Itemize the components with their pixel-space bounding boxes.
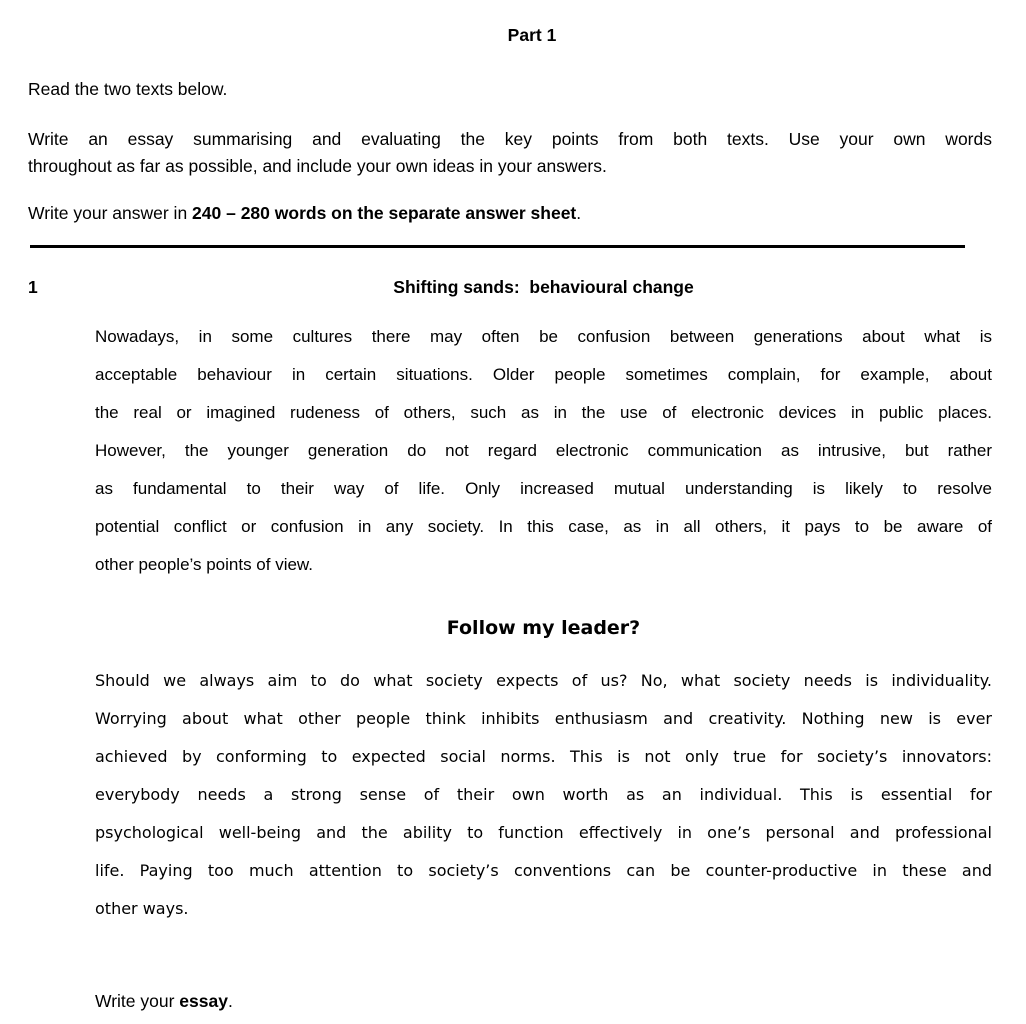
text-line: throughout as far as possible, and include your own ideas in your answers. xyxy=(28,156,607,176)
instruction-read: Read the two texts below. xyxy=(28,79,228,99)
task-prefix: Write your xyxy=(95,991,180,1011)
question-heading-row xyxy=(28,274,992,301)
text-line: everybody needs a strong sense of their own worth as an individual. This is essential for xyxy=(95,785,992,804)
text-line: the real or imagined rudeness of others, such as in the use of electronic devices in public places. xyxy=(95,403,992,422)
instruction-answer-line xyxy=(28,200,992,227)
instruction-essay-paragraph xyxy=(28,126,992,180)
text-line: potential conflict or confusion in any society. In this case, as in all others, it pays to be aware of xyxy=(95,517,992,536)
text-line: other ways. xyxy=(95,899,189,918)
text2-title: Follow my leader? xyxy=(446,617,641,639)
text-line: Worrying about what other people think inhibits enthusiasm and creativity. Nothing new is ever xyxy=(95,709,992,728)
text1-body xyxy=(95,318,992,584)
text-line: acceptable behaviour in certain situations. Older people sometimes complain, for example, about xyxy=(95,365,992,384)
text-line: life. Paying too much attention to society’s conventions can be counter-productive in these and xyxy=(95,861,992,880)
divider-rule xyxy=(30,245,965,248)
text-line: other people’s points of view. xyxy=(95,555,313,574)
answer-prefix: Write your answer in xyxy=(28,203,193,223)
task-essay-word: essay xyxy=(179,991,228,1011)
answer-suffix: . xyxy=(576,203,582,223)
answer-word-count: 240 – 280 words on the separate answer sheet xyxy=(192,203,577,223)
text-line: Should we always aim to do what society expects of us? No, what society needs is individuality. xyxy=(95,671,992,690)
text1-title: Shifting sands: behavioural change xyxy=(393,277,694,297)
text-line: as fundamental to their way of life. Only increased mutual understanding is likely to resolve xyxy=(95,479,992,498)
write-essay-task xyxy=(95,988,992,1015)
text-line: achieved by conforming to expected social norms. This is not only true for society’s innovators: xyxy=(95,747,992,766)
task-suffix: . xyxy=(227,991,233,1011)
text2-body xyxy=(95,662,992,928)
text-line: psychological well-being and the ability to function effectively in one’s personal and professional xyxy=(95,823,992,842)
part-title: Part 1 xyxy=(507,25,557,45)
text-line: Nowadays, in some cultures there may often be confusion between generations about what is xyxy=(95,327,992,346)
text-line: However, the younger generation do not regard electronic communication as intrusive, but rather xyxy=(95,441,992,460)
text-line: Write an essay summarising and evaluating the key points from both texts. Use your own words xyxy=(28,129,992,149)
question-number: 1 xyxy=(28,277,38,297)
